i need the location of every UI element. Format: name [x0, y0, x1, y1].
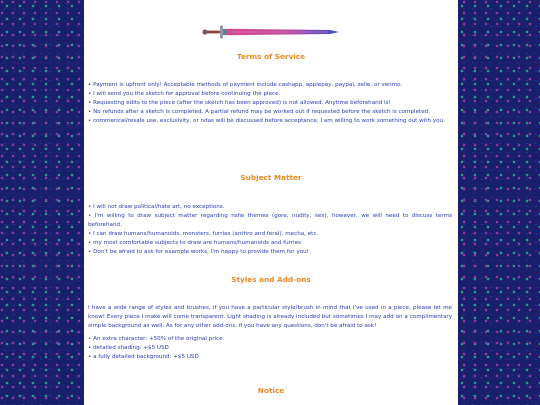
list-item: • I will not draw political/hate art, no exceptions. [88, 203, 452, 212]
list-item: • a fully detailed background: +$5 USD [88, 353, 452, 362]
styles-heading: Styles and Add-ons [231, 275, 311, 284]
list-item: • I will send you the sketch for approval before continuing the piece. [88, 90, 452, 99]
addons-list [88, 335, 452, 362]
styles-intro: I have a wide range of styles and brushes, if you have a particular style/brush in mind that i've used in a piece, please let me know! Every piece I make will come transparent. Light shading is already included but sometimes I may add on a complimentary simple background as well. As for any other add-ons, if you have any questions, don't be afraid to ask! [88, 305, 452, 330]
list-item: • An extra character: +50% of the original price [88, 335, 452, 344]
terms-heading: Terms of Service [236, 52, 306, 61]
terms-list [88, 81, 452, 126]
list-item: • Payment is upfront only! Acceptable methods of payment include cashapp, applepay, paypal, zelle, or venmo. [88, 81, 452, 90]
subject-heading: Subject Matter [240, 173, 302, 182]
sword-icon [202, 24, 340, 40]
list-item: • my most comfortable subjects to draw are humans/humanoids and furries [88, 239, 452, 248]
list-item: • I can draw humans/humanoids, monsters, furries (anthro and feral), mecha, etc. [88, 230, 452, 239]
notice-heading: Notice [257, 386, 285, 395]
list-item: • commerical/resale use, exclusivity, or ndas will be discussed before acceptance. I am willing to work something out with you. [88, 117, 452, 126]
list-item: • Requesting edits to the piece (after the sketch has been approved) is not allowed. Anytime beforehand is! [88, 99, 452, 108]
content-panel [84, 0, 458, 405]
list-item: • No refunds after a sketch is completed. A partial refund may be worked out if requested before the sketch is completed. [88, 108, 452, 117]
list-item: • detailed shading: +$5 USD [88, 344, 452, 353]
subject-list [88, 203, 452, 257]
list-item: • I'm willing to draw subject matter regarding nsfw themes (gore, nudity, sex), however, we will need to discuss terms beforehand. [88, 212, 452, 230]
list-item: • Don't be afraid to ask for example works, I'm happy to provide them for you! [88, 248, 452, 257]
